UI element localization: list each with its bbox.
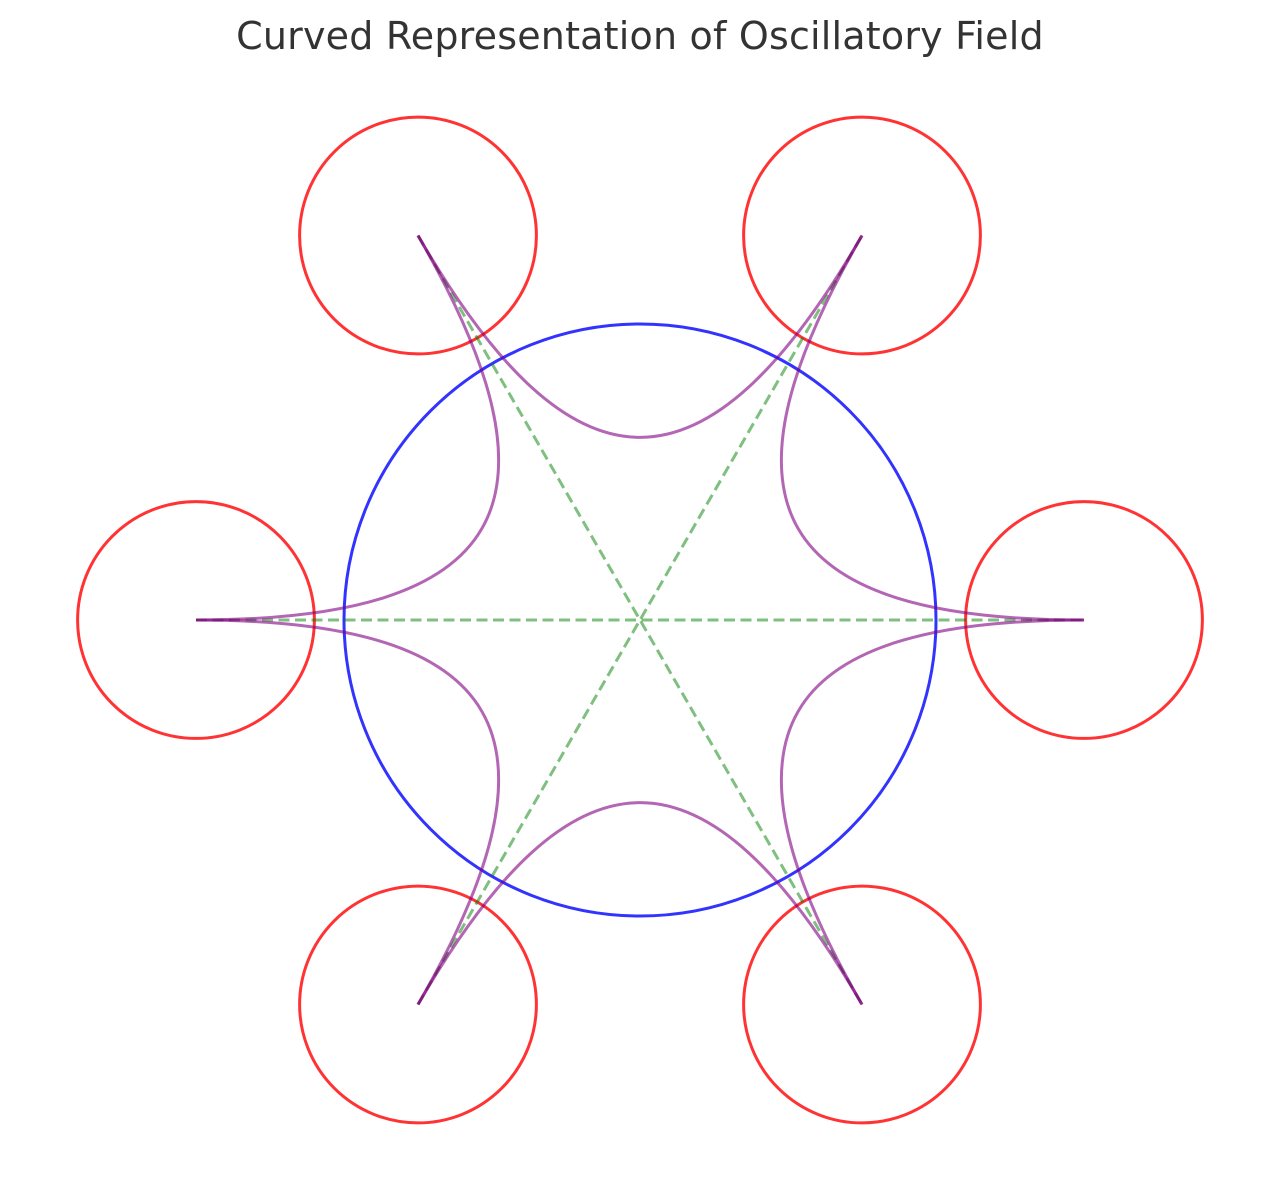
curved-arc-5 bbox=[418, 803, 862, 1005]
dashed-lines-layer bbox=[196, 235, 1084, 1004]
curved-arc-2 bbox=[418, 235, 862, 437]
chart-title: Curved Representation of Oscillatory Field bbox=[236, 14, 1044, 58]
